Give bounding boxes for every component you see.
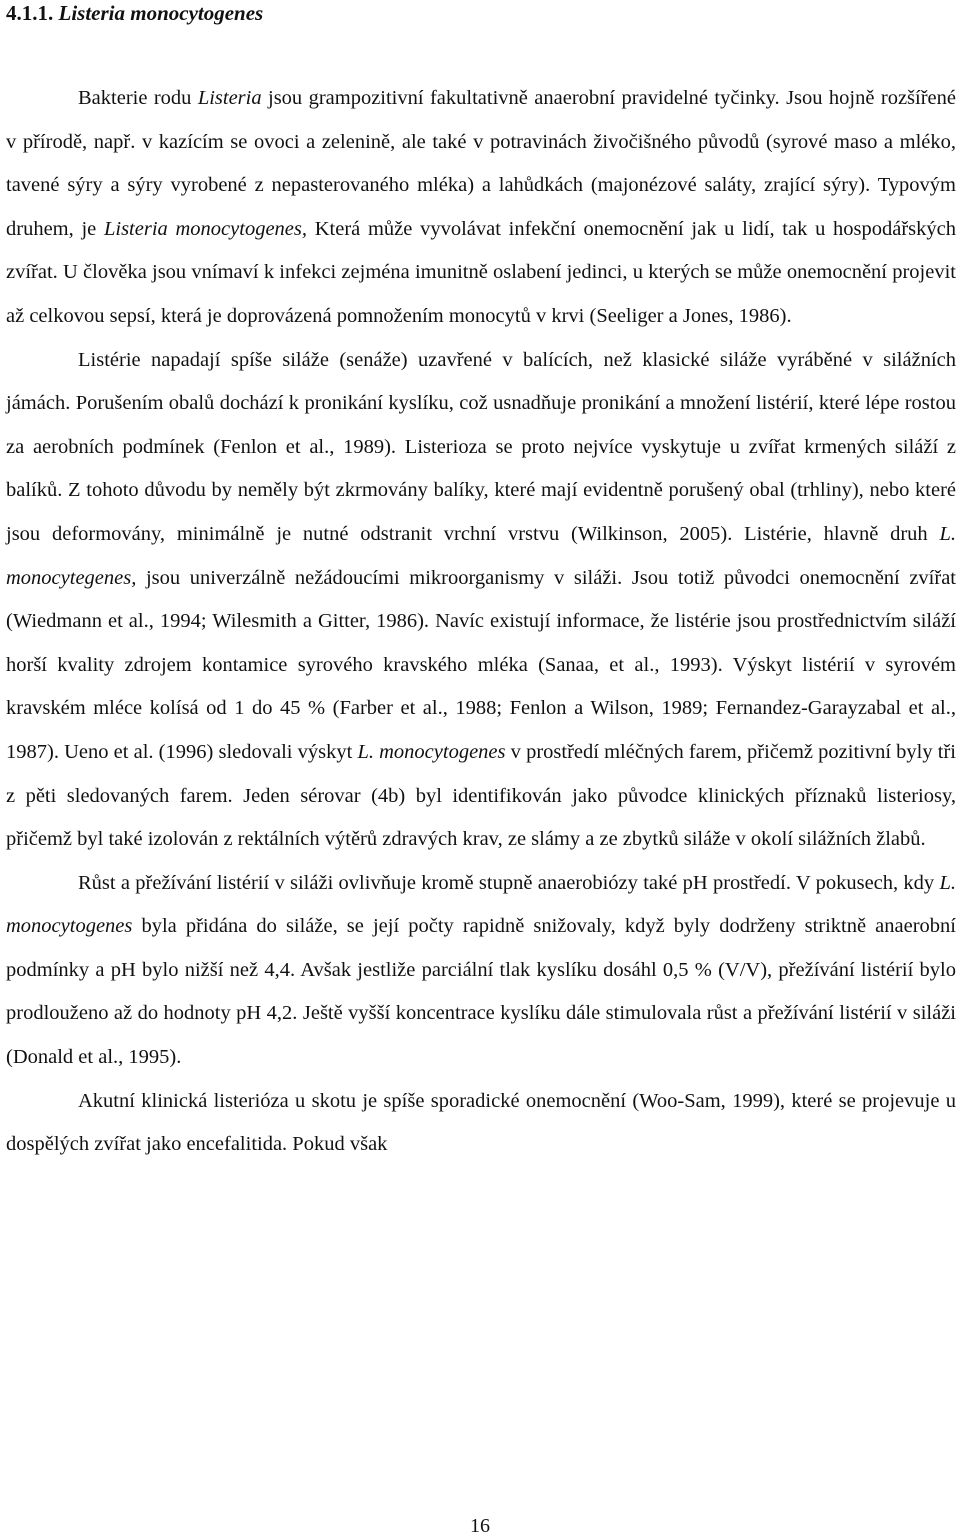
text-run: Růst a přežívání listérií v siláži ovlivňuje kromě stupně anaerobiózy také pH prostředí. V pokusech, kdy bbox=[78, 871, 940, 894]
section-title: Listeria monocytogenes bbox=[58, 1, 264, 25]
paragraph-2 bbox=[6, 339, 956, 862]
text-run: Která může vyvolávat infekční onemocnění jak u lidí, tak u hospodářských zvířat. U člověka jsou vnímaví k infekci zejména imunitně oslabení jedinci, u kterých se může onemocnění projevit až celkovou sepsí, která je doprovázená pomnožením monocytů v krvi (Seeliger a Jones, 1986). bbox=[6, 217, 957, 327]
section-number: 4.1.1. bbox=[6, 1, 54, 25]
body-text bbox=[6, 77, 956, 1167]
page-number: 16 bbox=[470, 1515, 490, 1537]
section-heading bbox=[6, 0, 263, 26]
text-run: v prostředí mléčných farem, přičemž pozitivní byly tři z pěti sledovaných farem. Jeden sérovar (4b) byl identifikován jako původce klinických příznaků listeriosy, přičemž byl také izolován z rektálních výtěrů zdravých krav, ze slámy a ze zbytků siláže v okolí silážních žlabů. bbox=[6, 740, 956, 851]
italic-term: L. monocytogenes bbox=[6, 871, 956, 938]
text-run: Akutní klinická listerióza u skotu je spíše sporadické onemocnění (Woo-Sam, 1999), které se projevuje u dospělých zvířat jako encefalitida. Pokud však bbox=[6, 1089, 956, 1156]
italic-term: L. monocytegenes, bbox=[6, 522, 956, 589]
paragraph-3 bbox=[6, 862, 956, 1080]
text-run: Listérie napadají spíše siláže (senáže) uzavřené v balících, než klasické siláže vyráběné v silážních jámách. Porušením obalů dochází k pronikání kyslíku, což usnadňuje pronikání a množení listérií, které lépe rostou za aerobních podmínek (Fenlon et al., 1989). Listerioza se proto nejvíce vyskytuje u zvířat krmených siláží z balíků. Z tohoto důvodu by neměly být zkrmovány balíky, které mají evidentně porušený obal (trhliny), nebo které jsou deformovány, minimálně je nutné odstranit vrchní vrstvu (Wilkinson, 2005). Listérie, hlavně druh bbox=[6, 348, 956, 545]
text-run: jsou grampozitivní fakultativně anaerobní pravidelné tyčinky. Jsou hojně rozšířené v přírodě, např. v kazícím se ovoci a zelenině, ale také v potravinách živočišného původů (syrové maso a mléko, tavené sýry a sýry vyrobené z nepasterovaného mléka) a lahůdkách (majonézové saláty, zrající sýry). Typovým druhem, je bbox=[6, 87, 956, 240]
paragraph-1 bbox=[6, 77, 956, 339]
italic-term: L. monocytogenes bbox=[357, 740, 506, 763]
paragraph-4 bbox=[6, 1080, 956, 1167]
text-run: Bakterie rodu bbox=[78, 87, 198, 109]
text-run: jsou univerzálně nežádoucími mikroorganismy v siláži. Jsou totiž původci onemocnění zvířat (Wiedmann et al., 1994; Wilesmith a Gitter, 1986). Navíc existují informace, že listérie jsou prostřednictvím siláží horší kvality zdrojem kontamice syrového kravského mléka (Sanaa, et al., 1993). Výskyt listérií v syrovém kravském mléce kolísá od 1 do 45 % (Farber et al., 1988; Fenlon a Wilson, 1989; Fernandez-Garayzabal et al., 1987). Ueno et al. (1996) sledovali výskyt bbox=[6, 566, 956, 763]
italic-term: Listeria bbox=[197, 87, 262, 109]
text-run: byla přidána do siláže, se její počty rapidně snižovaly, když byly dodrženy striktně anaerobní podmínky a pH bylo nižší než 4,4. Avšak jestliže parciální tlak kyslíku dosáhl 0,5 % (V/V), přežívání listérií bylo prodlouženo až do hodnoty pH 4,2. Ještě vyšší koncentrace kyslíku dále stimulovala růst a přežívání listérií v siláži (Donald et al., 1995). bbox=[6, 915, 956, 1069]
italic-term: Listeria monocytogenes, bbox=[103, 217, 307, 240]
